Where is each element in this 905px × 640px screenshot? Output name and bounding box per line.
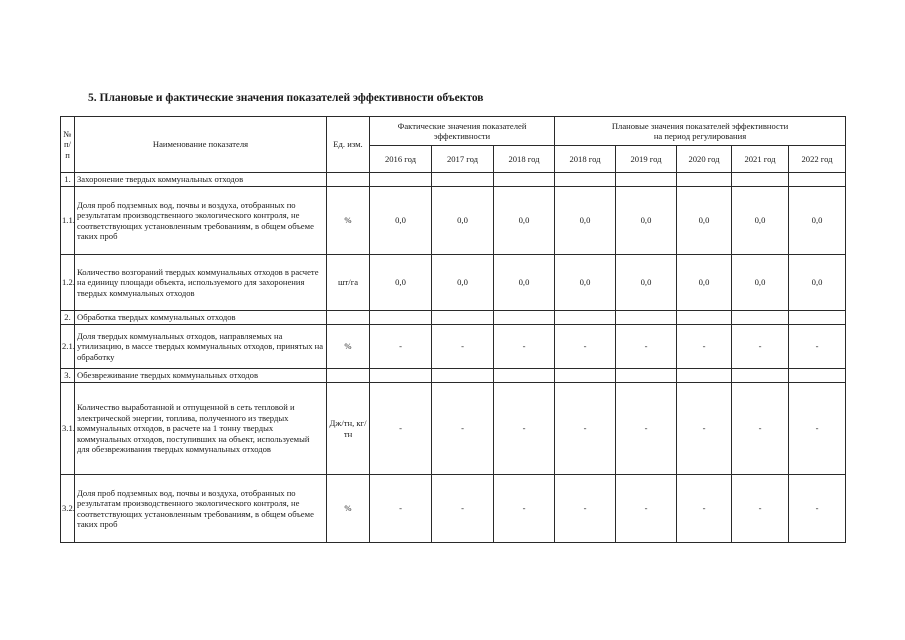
- indicator-value: -: [616, 475, 677, 543]
- indicator-unit: %: [327, 187, 370, 255]
- section-number: 3.: [61, 369, 75, 383]
- indicator-value: -: [555, 383, 616, 475]
- empty-cell: [327, 369, 370, 383]
- empty-cell: [370, 173, 432, 187]
- indicator-value: 0,0: [432, 187, 494, 255]
- indicator-name: Доля проб подземных вод, почвы и воздуха, отобранных по результатам производственного экологического контроля, не соответствующих установленным требованиям, в общем объеме таких проб: [75, 475, 327, 543]
- table-row: [61, 255, 846, 311]
- col-header-year: 2020 год: [677, 146, 732, 173]
- indicator-value: -: [432, 475, 494, 543]
- section-title: Обезвреживание твердых коммунальных отходов: [75, 369, 327, 383]
- indicator-value: -: [789, 383, 846, 475]
- row-number: 3.1.: [61, 383, 75, 475]
- indicator-value: -: [494, 325, 555, 369]
- col-header-year: 2021 год: [732, 146, 789, 173]
- indicator-value: 0,0: [789, 187, 846, 255]
- col-header-year: 2016 год: [370, 146, 432, 173]
- empty-cell: [555, 369, 616, 383]
- col-group-plan: [555, 117, 846, 146]
- indicator-value: -: [370, 475, 432, 543]
- table-row: [61, 325, 846, 369]
- col-header-year: 2018 год: [555, 146, 616, 173]
- section-row: [61, 173, 846, 187]
- col-header-year: 2017 год: [432, 146, 494, 173]
- indicator-value: -: [732, 325, 789, 369]
- indicator-value: 0,0: [555, 187, 616, 255]
- indicator-value: 0,0: [732, 187, 789, 255]
- indicator-value: -: [789, 325, 846, 369]
- col-header-year: 2018 год: [494, 146, 555, 173]
- empty-cell: [616, 369, 677, 383]
- indicator-value: -: [616, 383, 677, 475]
- empty-cell: [370, 369, 432, 383]
- indicator-value: 0,0: [616, 255, 677, 311]
- indicator-value: -: [616, 325, 677, 369]
- empty-cell: [370, 311, 432, 325]
- empty-cell: [732, 369, 789, 383]
- document-title: 5. Плановые и фактические значения показателей эффективности объектов: [88, 92, 484, 104]
- empty-cell: [789, 311, 846, 325]
- empty-cell: [732, 173, 789, 187]
- empty-cell: [732, 311, 789, 325]
- section-number: 2.: [61, 311, 75, 325]
- empty-cell: [555, 311, 616, 325]
- col-group-plan-line1: Плановые значения показателей эффективности: [611, 120, 789, 131]
- empty-cell: [494, 369, 555, 383]
- indicator-value: 0,0: [370, 255, 432, 311]
- indicator-value: -: [677, 325, 732, 369]
- indicator-value: -: [789, 475, 846, 543]
- empty-cell: [789, 369, 846, 383]
- indicator-name: Доля проб подземных вод, почвы и воздуха, отобранных по результатам производственного экологического контроля, не соответствующих установленным требованиям, в общем объеме таких проб: [75, 187, 327, 255]
- empty-cell: [616, 311, 677, 325]
- col-header-year: 2022 год: [789, 146, 846, 173]
- col-group-plan-line2: на период регулирования: [653, 131, 747, 141]
- indicator-value: 0,0: [432, 255, 494, 311]
- indicator-value: -: [432, 383, 494, 475]
- indicator-value: -: [555, 325, 616, 369]
- indicators-table: [60, 116, 846, 543]
- empty-cell: [327, 173, 370, 187]
- indicator-unit: шт/га: [327, 255, 370, 311]
- indicator-value: -: [370, 325, 432, 369]
- empty-cell: [789, 173, 846, 187]
- indicator-value: 0,0: [494, 187, 555, 255]
- col-header-year: 2019 год: [616, 146, 677, 173]
- empty-cell: [677, 173, 732, 187]
- indicator-value: -: [677, 475, 732, 543]
- indicator-unit: %: [327, 475, 370, 543]
- col-header-unit: Ед. изм.: [327, 117, 370, 173]
- indicator-value: -: [677, 383, 732, 475]
- empty-cell: [494, 173, 555, 187]
- empty-cell: [494, 311, 555, 325]
- indicator-name: Количество выработанной и отпущенной в сеть тепловой и электрической энергии, топлива, полученного из твердых коммунальных отходов, в расчете на 1 тонну твердых коммунальных отходов, поступивших на объект, используемый для обезвреживания твердых коммунальных отходов: [75, 383, 327, 475]
- empty-cell: [432, 369, 494, 383]
- col-header-name: Наименование показателя: [75, 117, 327, 173]
- table-row: [61, 187, 846, 255]
- section-title: Захоронение твердых коммунальных отходов: [75, 173, 327, 187]
- indicator-value: 0,0: [789, 255, 846, 311]
- indicator-value: 0,0: [494, 255, 555, 311]
- empty-cell: [677, 369, 732, 383]
- indicator-value: 0,0: [370, 187, 432, 255]
- empty-cell: [432, 311, 494, 325]
- indicator-value: -: [494, 383, 555, 475]
- indicator-value: 0,0: [732, 255, 789, 311]
- col-header-num: № п/п: [61, 117, 75, 173]
- indicator-value: 0,0: [677, 187, 732, 255]
- row-number: 1.2.: [61, 255, 75, 311]
- row-number: 2.1.: [61, 325, 75, 369]
- indicator-value: -: [370, 383, 432, 475]
- empty-cell: [555, 173, 616, 187]
- indicator-value: -: [555, 475, 616, 543]
- col-group-fact: Фактические значения показателей эффективности: [370, 117, 555, 146]
- empty-cell: [327, 311, 370, 325]
- indicator-value: 0,0: [677, 255, 732, 311]
- indicator-unit: %: [327, 325, 370, 369]
- indicator-value: -: [732, 475, 789, 543]
- indicator-name: Количество возгораний твердых коммунальных отходов в расчете на единицу площади объекта, используемого для захоронения твердых коммунальных отходов: [75, 255, 327, 311]
- indicator-value: 0,0: [555, 255, 616, 311]
- row-number: 1.1.: [61, 187, 75, 255]
- indicator-value: -: [732, 383, 789, 475]
- empty-cell: [677, 311, 732, 325]
- section-title: Обработка твердых коммунальных отходов: [75, 311, 327, 325]
- table-row: [61, 475, 846, 543]
- section-number: 1.: [61, 173, 75, 187]
- indicator-value: 0,0: [616, 187, 677, 255]
- section-row: [61, 369, 846, 383]
- indicator-unit: Дж/тн, кг/тн: [327, 383, 370, 475]
- indicator-value: -: [494, 475, 555, 543]
- indicator-value: -: [432, 325, 494, 369]
- empty-cell: [616, 173, 677, 187]
- empty-cell: [432, 173, 494, 187]
- row-number: 3.2.: [61, 475, 75, 543]
- section-row: [61, 311, 846, 325]
- table-row: [61, 383, 846, 475]
- indicator-name: Доля твердых коммунальных отходов, направляемых на утилизацию, в массе твердых коммунальных отходов, принятых на обработку: [75, 325, 327, 369]
